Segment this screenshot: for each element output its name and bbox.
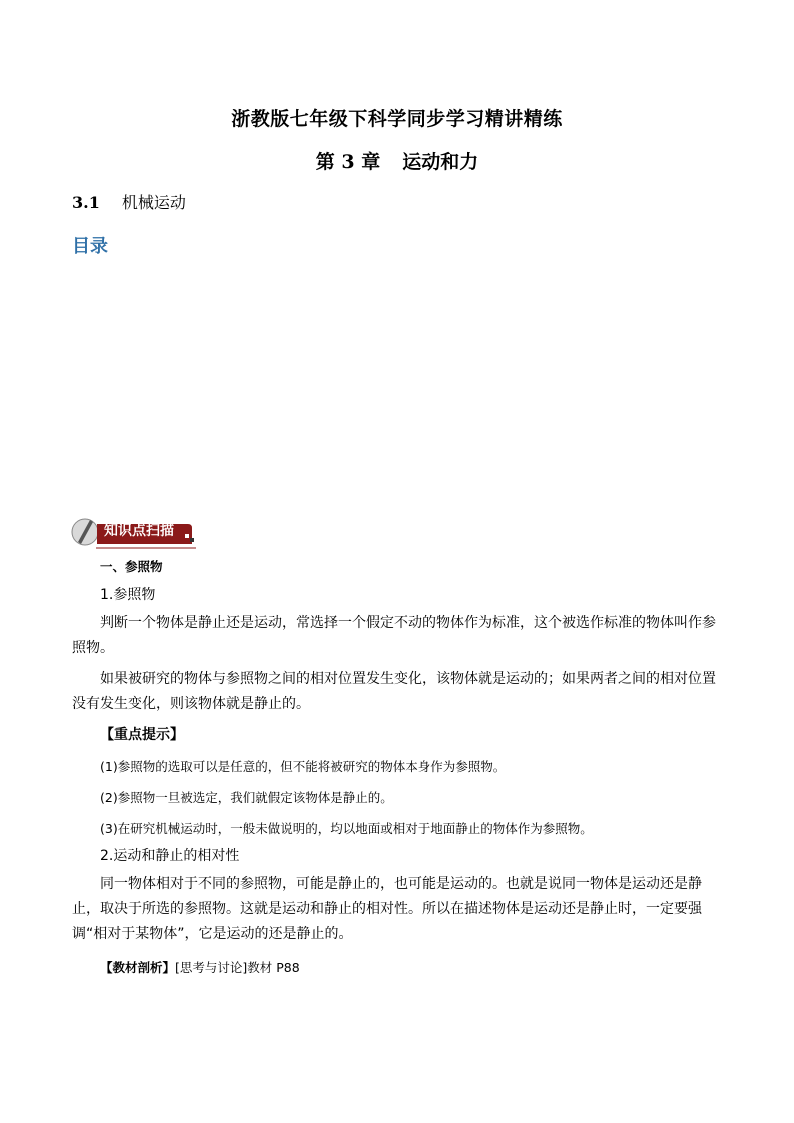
analysis-line bbox=[72, 955, 728, 981]
subheading-reference: 1.参照物 bbox=[100, 587, 156, 603]
toc-heading: 目录 bbox=[72, 236, 108, 257]
chapter-heading bbox=[0, 147, 794, 174]
analysis-tag: 【教材剖析】 bbox=[100, 960, 176, 975]
analysis-text: [思考与讨论]教材 P88 bbox=[175, 960, 300, 975]
document-title: 浙教版七年级下科学同步学习精讲精练 bbox=[231, 108, 563, 130]
tip-item-2: (2)参照物一旦被选定，我们就假定该物体是静止的。 bbox=[100, 790, 393, 805]
paragraph-motion-rule: 如果被研究的物体与参照物之间的相对位置发生变化，该物体就是运动的；如果两者之间的相对位置没有发生变化，则该物体就是静止的。 bbox=[72, 671, 716, 712]
tip-item-1: (1)参照物的选取可以是任意的，但不能将被研究的物体本身作为参照物。 bbox=[100, 759, 506, 774]
banner-label: 知识点扫描 bbox=[104, 523, 174, 539]
heading-reference: 一、参照物 bbox=[100, 559, 163, 574]
section-name: 机械运动 bbox=[121, 193, 186, 212]
tip-title: 【重点提示】 bbox=[100, 727, 184, 743]
chapter-number: 第 3 章 bbox=[315, 151, 381, 173]
subheading-relativity: 2.运动和静止的相对性 bbox=[100, 848, 240, 864]
banner-dot-1 bbox=[185, 534, 189, 538]
banner-dot-2 bbox=[190, 538, 194, 542]
paragraph-relativity: 同一物体相对于不同的参照物，可能是静止的，也可能是运动的。也就是说同一物体是运动还是静止，取决于所选的参照物。这就是运动和静止的相对性。所以在描述物体是运动还是静止时，一定要强调“相对于某物体”，它是运动的还是静止的。 bbox=[72, 876, 702, 942]
main-content bbox=[72, 554, 728, 981]
chapter-name: 运动和力 bbox=[402, 151, 479, 173]
section-heading bbox=[72, 190, 186, 213]
tip-item-3: (3)在研究机械运动时，一般未做说明的，均以地面或相对于地面静止的物体作为参照物。 bbox=[100, 821, 593, 836]
section-number: 3.1 bbox=[72, 193, 100, 212]
paragraph-definition: 判断一个物体是静止还是运动，常选择一个假定不动的物体作为标准，这个被选作标准的物体叫作参照物。 bbox=[72, 615, 716, 656]
